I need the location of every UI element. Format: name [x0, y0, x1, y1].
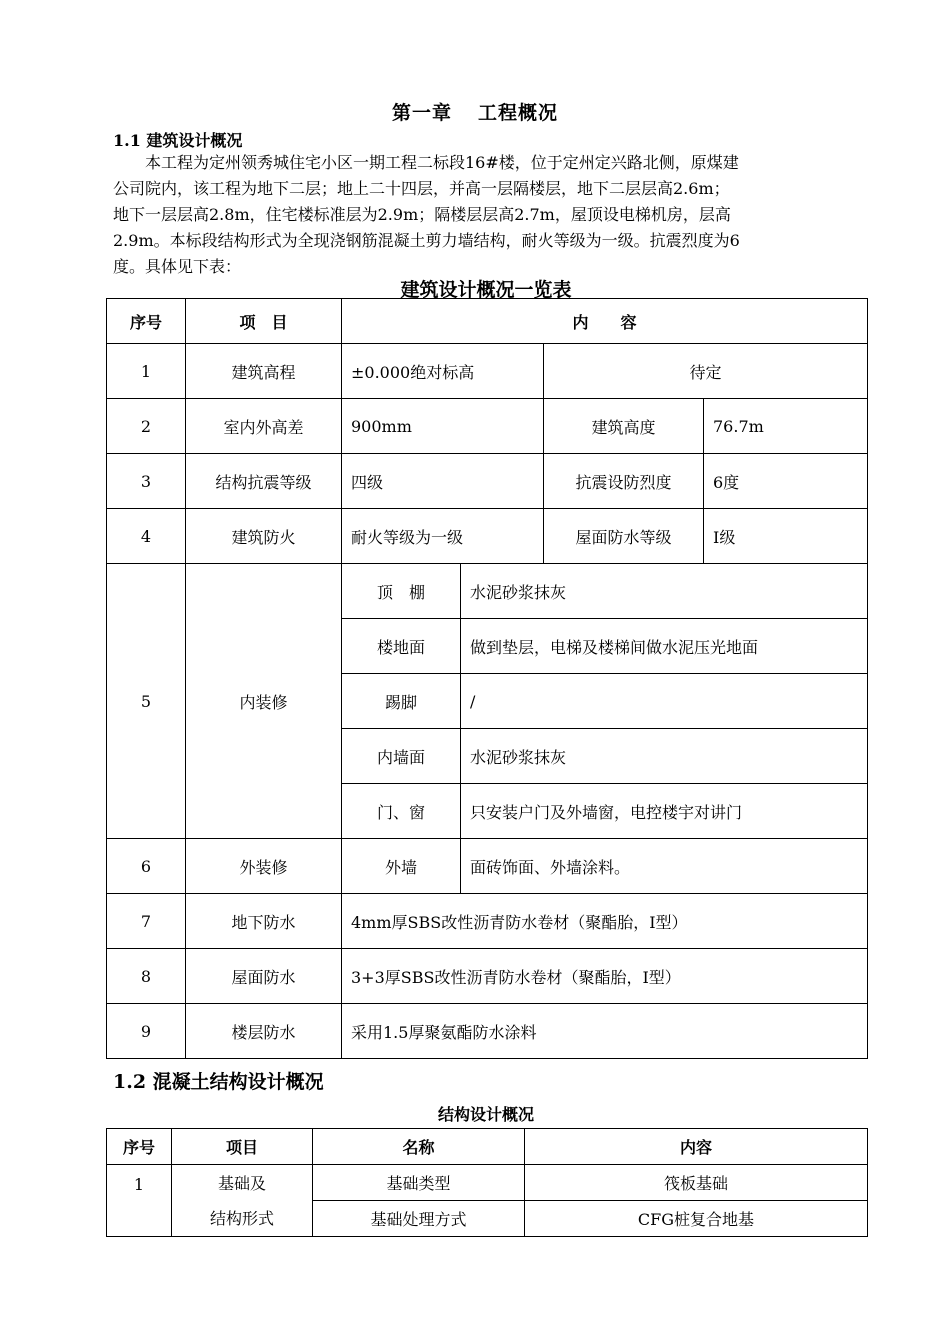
row-item: 外装修: [186, 839, 342, 894]
row-no: 5: [107, 564, 186, 839]
row-value: 6度: [704, 454, 868, 509]
row-item-line: 结构形式: [209, 1208, 274, 1228]
row-no: 1: [107, 1165, 172, 1237]
row-item: 内装修: [186, 564, 342, 839]
row-value: 筏板基础: [525, 1165, 868, 1201]
row-value: CFG桩复合地基: [525, 1201, 868, 1237]
table-header-row: [107, 299, 868, 344]
row-value: 四级: [342, 454, 544, 509]
row-item: 地下防水: [186, 894, 342, 949]
header-no: 序号: [107, 1129, 172, 1165]
row-item: 结构抗震等级: [186, 454, 342, 509]
sub-item-value: /: [461, 674, 868, 729]
header-item: 项目: [172, 1129, 313, 1165]
table-row: [107, 1165, 868, 1201]
paragraph-line: 度。具体见下表：: [113, 257, 242, 276]
sub-item-name: 踢脚: [342, 674, 461, 729]
row-no: 2: [107, 399, 186, 454]
row-value: 待定: [544, 344, 868, 399]
row-no: 8: [107, 949, 186, 1004]
section-heading-1-1: 1.1 建筑设计概况: [113, 131, 243, 150]
section-heading-1-2: 1.2 混凝土结构设计概况: [113, 1071, 324, 1093]
header-name: 名称: [313, 1129, 525, 1165]
row-label: 建筑高度: [544, 399, 704, 454]
row-no: 1: [107, 344, 186, 399]
sub-item-value: 做到垫层，电梯及楼梯间做水泥压光地面: [461, 619, 868, 674]
row-item: 楼层防水: [186, 1004, 342, 1059]
sub-item-name: 内墙面: [342, 729, 461, 784]
sub-item-name: 楼地面: [342, 619, 461, 674]
sub-item-name: 门、窗: [342, 784, 461, 839]
row-item: 建筑高程: [186, 344, 342, 399]
header-content: 内 容: [342, 299, 868, 344]
table1-title: 建筑设计概况一览表: [400, 279, 572, 301]
table-row: [107, 1004, 868, 1059]
row-name: 基础处理方式: [313, 1201, 525, 1237]
row-item-line: 基础及: [217, 1173, 266, 1193]
design-overview-table: [106, 298, 868, 1059]
overview-paragraph: [113, 150, 863, 280]
row-no: 3: [107, 454, 186, 509]
row-item: [172, 1165, 313, 1237]
row-no: 9: [107, 1004, 186, 1059]
row-item: 建筑防火: [186, 509, 342, 564]
row-no: 4: [107, 509, 186, 564]
table2-title: 结构设计概况: [437, 1105, 534, 1124]
table-row: [107, 509, 868, 564]
row-item: 屋面防水: [186, 949, 342, 1004]
sub-item-name: 外墙: [342, 839, 461, 894]
table-header-row: [107, 1129, 868, 1165]
row-value: 900mm: [342, 399, 544, 454]
table-row: [107, 399, 868, 454]
header-content: 内容: [525, 1129, 868, 1165]
table-row: [107, 344, 868, 399]
chapter-title: [0, 98, 950, 125]
row-value: 耐火等级为一级: [342, 509, 544, 564]
header-item: 项 目: [186, 299, 342, 344]
sub-item-value: 水泥砂浆抹灰: [461, 729, 868, 784]
paragraph-line: 公司院内，该工程为地下二层；地上二十四层，并高一层隔楼层，地下二层层高2.6m；: [113, 179, 730, 198]
row-value: ±0.000绝对标高: [342, 344, 544, 399]
header-no: 序号: [107, 299, 186, 344]
row-name: 基础类型: [313, 1165, 525, 1201]
table-row: [107, 454, 868, 509]
table-row: [107, 949, 868, 1004]
chapter-number: 第一章: [391, 102, 452, 124]
table-row: [107, 894, 868, 949]
chapter-name: 工程概况: [478, 102, 559, 124]
sub-item-value: 面砖饰面、外墙涂料。: [461, 839, 868, 894]
row-no: 7: [107, 894, 186, 949]
paragraph-line: 地下一层层高2.8m，住宅楼标准层为2.9m；隔楼层层高2.7m，屋顶设电梯机房，层高: [113, 205, 731, 224]
row-value: 76.7m: [704, 399, 868, 454]
sub-item-value: 只安装户门及外墙窗，电控楼宇对讲门: [461, 784, 868, 839]
paragraph-line: 本工程为定州领秀城住宅小区一期工程二标段16#楼，位于定州定兴路北侧，原煤建: [113, 153, 739, 172]
row-item: 室内外高差: [186, 399, 342, 454]
row-label: 屋面防水等级: [544, 509, 704, 564]
sub-item-name: 顶 棚: [342, 564, 461, 619]
table-row: [107, 564, 868, 619]
row-label: 抗震设防烈度: [544, 454, 704, 509]
row-no: 6: [107, 839, 186, 894]
row-value: Ⅰ级: [704, 509, 868, 564]
row-value: 采用1.5厚聚氨酯防水涂料: [342, 1004, 868, 1059]
sub-item-value: 水泥砂浆抹灰: [461, 564, 868, 619]
paragraph-line: 2.9m。本标段结构形式为全现浇钢筋混凝土剪力墙结构，耐火等级为一级。抗震烈度为6: [113, 231, 740, 250]
row-value: 4mm厚SBS改性沥青防水卷材（聚酯胎，Ⅰ型）: [342, 894, 868, 949]
row-value: 3+3厚SBS改性沥青防水卷材（聚酯胎，Ⅰ型）: [342, 949, 868, 1004]
structure-overview-table: [106, 1128, 868, 1237]
table-row: [107, 839, 868, 894]
